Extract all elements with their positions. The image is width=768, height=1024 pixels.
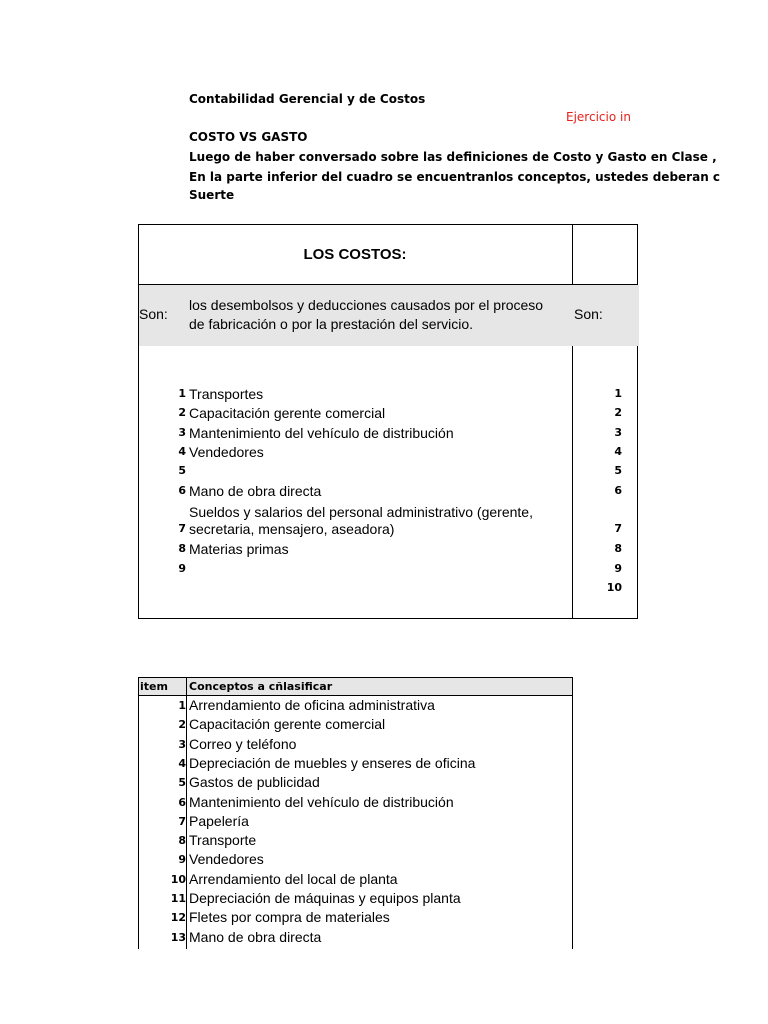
instruction-line-3: Suerte: [189, 188, 235, 202]
costo-item: Mano de obra directa: [189, 483, 322, 499]
gasto-number: 10: [606, 581, 622, 594]
gasto-number: 4: [614, 445, 622, 458]
concepto-number: 8: [178, 834, 186, 847]
item-number: 8: [178, 542, 186, 555]
definition-line-1: los desembolsos y deducciones causados por el proceso: [189, 297, 544, 313]
costo-item: Capacitación gerente comercial: [189, 405, 386, 421]
item-number: 2: [178, 406, 186, 419]
gasto-number: 3: [614, 426, 622, 439]
course-title: Contabilidad Gerencial y de Costos: [189, 92, 426, 106]
concepto-number: 2: [178, 718, 186, 731]
col-item-header: item: [140, 680, 168, 693]
exercise-label: Ejercicio in: [566, 110, 631, 124]
item-number: 4: [178, 445, 186, 458]
instruction-line-2: En la parte inferior del cuadro se encuentranlos conceptos, ustedes deberan c: [189, 170, 721, 184]
concepto-number: 6: [178, 796, 186, 809]
gasto-number: 7: [614, 522, 622, 535]
col-concepto-header: Conceptos a cñlasificar: [189, 680, 333, 693]
concepto-number: 11: [170, 892, 186, 905]
concepto-text: Correo y teléfono: [189, 736, 297, 752]
conceptos-left-border: [138, 677, 139, 949]
conceptos-col-divider: [186, 677, 187, 949]
concepto-text: Depreciación de máquinas y equipos planta: [189, 890, 461, 906]
costo-item: Vendedores: [189, 444, 264, 460]
gasto-number: 8: [614, 542, 622, 555]
concepto-number: 1: [178, 699, 186, 712]
concepto-text: Papelería: [189, 813, 249, 829]
son-label: Son:: [139, 306, 168, 322]
concepto-number: 3: [178, 738, 186, 751]
costo-item: Materias primas: [189, 541, 289, 557]
concepto-text: Arrendamiento de oficina administrativa: [189, 697, 435, 713]
costo-item: Transportes: [189, 386, 264, 402]
gasto-number: 5: [614, 464, 622, 477]
concepto-text: Mantenimiento del vehículo de distribución: [189, 794, 454, 810]
right-son-label: Son:: [574, 306, 603, 322]
instruction-line-1: Luego de haber conversado sobre las definiciones de Costo y Gasto en Clase ,: [189, 150, 717, 164]
concepto-text: Gastos de publicidad: [189, 774, 320, 790]
concepto-text: Capacitación gerente comercial: [189, 716, 386, 732]
concepto-number: 4: [178, 757, 186, 770]
topic-title: COSTO VS GASTO: [189, 130, 308, 144]
item-number: 6: [178, 484, 186, 497]
conceptos-right-border: [572, 677, 573, 949]
gasto-number: 6: [614, 484, 622, 497]
gasto-number: 1: [614, 387, 622, 400]
concepto-number: 12: [170, 911, 186, 924]
costo-item: secretaria, mensajero, aseadora): [189, 521, 395, 537]
concepto-number: 9: [178, 853, 186, 866]
concepto-number: 5: [178, 776, 186, 789]
item-number: 3: [178, 426, 186, 439]
concepto-number: 10: [170, 873, 186, 886]
concepto-text: Transporte: [189, 832, 257, 848]
gasto-number: 9: [614, 562, 622, 575]
item-number: 9: [178, 562, 186, 575]
concepto-text: Mano de obra directa: [189, 929, 322, 945]
concepto-text: Depreciación de muebles y enseres de oficina: [189, 755, 476, 771]
concepto-text: Arrendamiento del local de planta: [189, 871, 398, 887]
costo-item: Mantenimiento del vehículo de distribución: [189, 425, 454, 441]
concepto-number: 13: [170, 931, 186, 944]
concepto-number: 7: [178, 815, 186, 828]
costo-item: Sueldos y salarios del personal administrativo (gerente,: [189, 504, 533, 520]
concepto-text: Vendedores: [189, 851, 264, 867]
gasto-number: 2: [614, 406, 622, 419]
concepto-text: Fletes por compra de materiales: [189, 909, 390, 925]
item-number: 1: [178, 387, 186, 400]
item-number: 7: [178, 522, 186, 535]
item-number: 5: [178, 464, 186, 477]
definition-line-2: de fabricación o por la prestación del servicio.: [189, 316, 474, 332]
costos-title: LOS COSTOS:: [303, 246, 407, 263]
